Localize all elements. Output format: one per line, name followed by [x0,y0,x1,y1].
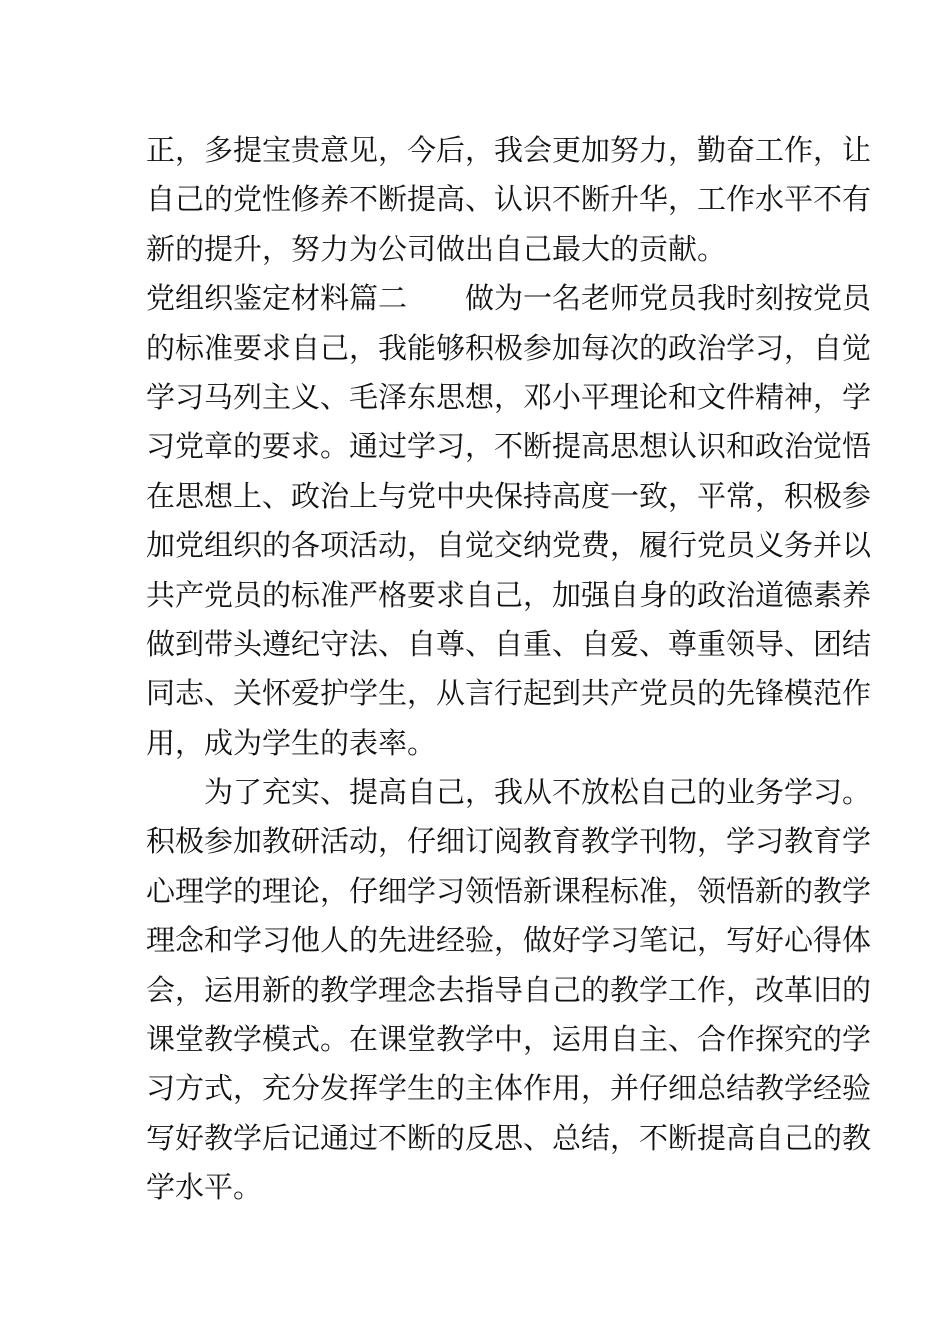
text-line: 积极参加教研活动，仔细订阅教育教学刊物，学习教育学 [146,824,872,859]
paragraph-start-line: 为了充实、提高自己，我从不放松自己的业务学习。 [146,775,872,810]
text-line: 做到带头遵纪守法、自尊、自重、自爱、尊重领导、团结 [146,626,872,661]
text-line: 学习马列主义、毛泽东思想，邓小平理论和文件精神，学 [146,379,872,414]
text-line: 心理学的理论，仔细学习领悟新课程标准，领悟新的教学 [146,873,872,908]
text-line: 加党组织的各项活动，自觉交纳党费，履行党员义务并以 [146,528,872,563]
text-line: 在思想上、政治上与党中央保持高度一致，平常，积极参 [146,478,872,513]
text-line: 习党章的要求。通过学习，不断提高思想认识和政治觉悟 [146,429,872,464]
text-line: 的标准要求自己，我能够积极参加每次的政治学习，自觉 [146,330,872,365]
text-line: 自己的党性修养不断提高、认识不断升华，工作水平不有 [146,182,872,217]
text-line: 共产党员的标准严格要求自己，加强自身的政治道德素养 [146,577,872,612]
text-line: 正，多提宝贵意见，今后，我会更加努力，勤奋工作，让 [146,133,872,167]
text-line: 理念和学习他人的先进经验，做好学习笔记，写好心得体 [146,923,872,958]
text-line: 写好教学后记通过不断的反思、总结，不断提高自己的教 [146,1120,872,1155]
text-line: 新的提升，努力为公司做出自己最大的贡献。 [146,231,727,266]
section-heading-line: 党组织鉴定材料篇二 做为一名老师党员我时刻按党员 [146,281,872,316]
text-line: 习方式，充分发挥学生的主体作用，并仔细总结教学经验 [146,1071,872,1106]
text-line: 学水平。 [146,1170,263,1205]
text-line: 课堂教学模式。在课堂教学中，运用自主、合作探究的学 [146,1022,872,1057]
body-text [146,126,872,1213]
text-line: 会，运用新的教学理念去指导自己的教学工作，改革旧的 [146,972,872,1007]
text-line: 同志、关怀爱护学生，从言行起到共产党员的先锋模范作 [146,676,872,711]
text-line: 用，成为学生的表率。 [146,725,437,760]
